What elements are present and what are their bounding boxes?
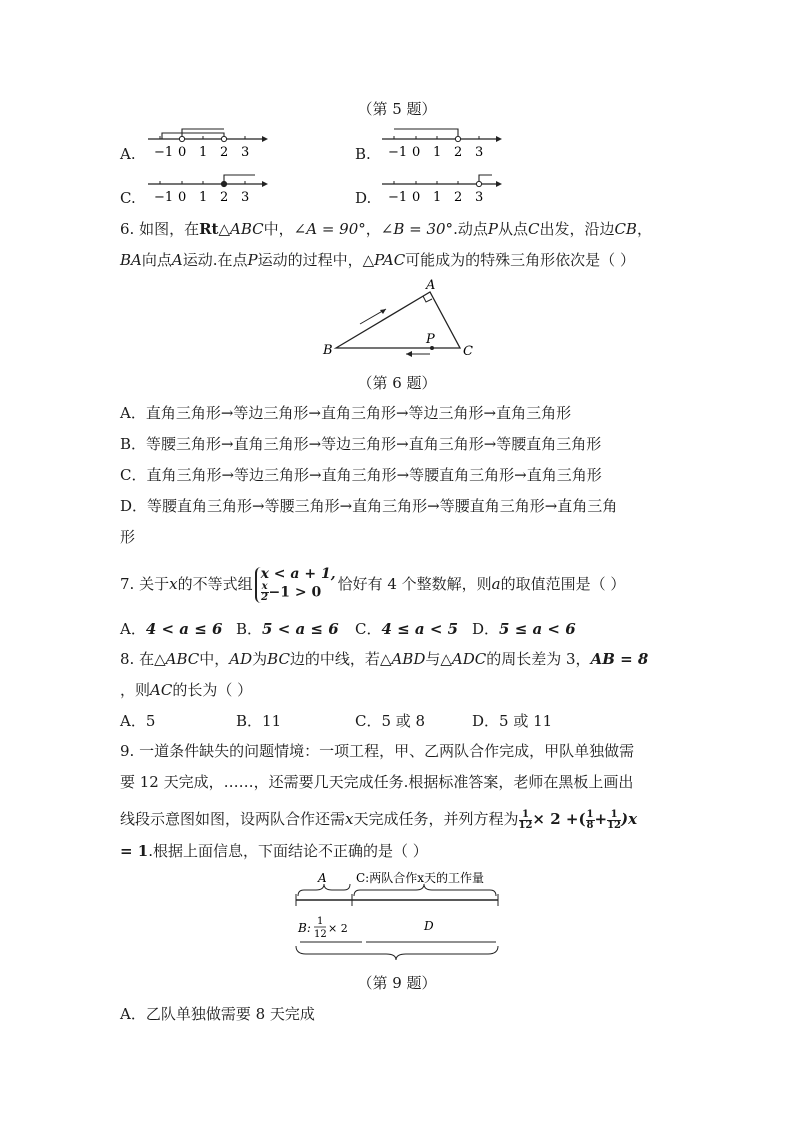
tick-label: 1	[199, 190, 208, 205]
tick-label: −1	[388, 145, 408, 160]
q5-caption: （第 5 题）	[357, 100, 437, 118]
tick-label: −1	[388, 190, 408, 205]
q9-option-a: A．乙队单独做需要 8 天完成	[120, 1005, 315, 1023]
tick-label: 1	[199, 145, 208, 160]
tick-label: 1	[433, 145, 442, 160]
vertex-label-b: B	[323, 343, 333, 358]
q6-option-d: D．等腰直角三角形→等腰三角形→直角三角形→等腰直角三角形→直角三角	[120, 497, 618, 515]
segment-label-b: B:	[298, 921, 311, 935]
q7-option-b: B．5 < a ≤ 6	[236, 620, 339, 638]
tick-label: 2	[220, 190, 229, 205]
segment-label-c: C:两队合作x天的工作量	[356, 871, 484, 885]
q5-option-c-letter: C.	[120, 189, 136, 207]
q9-segment-diagram	[290, 870, 505, 960]
q6-option-d-continued: 形	[120, 528, 136, 546]
point-label-p: P	[426, 332, 435, 347]
tick-label: −1	[154, 145, 174, 160]
tick-label: −1	[154, 190, 174, 205]
q5-option-d-letter: D.	[355, 189, 372, 207]
q6-triangle-figure	[320, 278, 480, 362]
q6-stem-line-1: 6. 如图，在Rt△ABC中，∠A = 90°，∠B = 30°.动点P从点C出发，沿边CB，	[120, 220, 652, 238]
tick-label: 2	[454, 190, 463, 205]
q7-option-a: A．4 < a ≤ 6	[120, 620, 223, 638]
vertex-label-a: A	[426, 278, 436, 293]
q8-option-c: C．5 或 8	[355, 712, 426, 730]
q6-caption: （第 6 题）	[357, 374, 437, 392]
q7-stem: 7. 关于x的不等式组 x < a + 1, $\frac{x}{2}$ −1 > 0 恰好有 4 个整数解，则a的取值范围是（ ）	[120, 566, 626, 603]
q6-option-b: B．等腰三角形→直角三角形→等边三角形→直角三角形→等腰直角三角形	[120, 435, 602, 453]
inequality-system: x < a + 1, $\frac{x}{2}$ −1 > 0	[255, 567, 336, 603]
q7-option-c: C．4 ≤ a < 5	[355, 620, 459, 638]
tick-label: 3	[241, 190, 250, 205]
tick-label: 3	[475, 145, 484, 160]
tick-label: 1	[433, 190, 442, 205]
tick-label: 0	[412, 145, 421, 160]
q8-option-a: A．5	[120, 712, 156, 730]
tick-label: 0	[412, 190, 421, 205]
q6-option-c: C．直角三角形→等边三角形→直角三角形→等腰直角三角形→直角三角形	[120, 466, 602, 484]
segment-label-a: A	[318, 871, 327, 885]
q5-option-a-letter: A.	[120, 145, 136, 163]
segment-label-d: D	[424, 919, 434, 933]
q9-stem-line-2: 要 12 天完成，……，还需要几天完成任务.根据标准答案，老师在黑板上画出	[120, 773, 634, 791]
q5-number-line-a	[140, 126, 270, 162]
q5-option-b-letter: B.	[355, 145, 371, 163]
q9-stem-line-1: 9. 一道条件缺失的问题情境：一项工程，甲、乙两队合作完成，甲队单独做需	[120, 742, 635, 760]
q6-option-a: A．直角三角形→等边三角形→直角三角形→等边三角形→直角三角形	[120, 404, 572, 422]
q8-stem-line-1: 8. 在△ABC中，AD为BC边的中线，若△ABD与△ADC的周长差为 3，AB = 8	[120, 650, 649, 668]
tick-label: 0	[178, 145, 187, 160]
tick-label: 3	[475, 190, 484, 205]
tick-label: 3	[241, 145, 250, 160]
q5-number-line-c	[140, 170, 270, 206]
q8-stem-line-2: ，则AC的长为（ ）	[120, 681, 253, 699]
q5-number-line-d	[374, 170, 504, 206]
tick-label: 2	[220, 145, 229, 160]
q8-option-d: D．5 或 11	[472, 712, 553, 730]
vertex-label-c: C	[463, 344, 473, 359]
q6-stem-line-2: BA向点A运动.在点P运动的过程中，△PAC可能成为的特殊三角形依次是（ ）	[120, 251, 635, 269]
q8-option-b: B．11	[236, 712, 282, 730]
segment-b-times: × 2	[328, 922, 348, 935]
segment-b-denominator: 12	[314, 929, 327, 940]
q9-stem-line-4: = 1.根据上面信息，下面结论不正确的是（ ）	[120, 842, 428, 860]
q9-stem-line-3: 线段示意图如图，设两队合作还需x天完成任务，并列方程为 $\frac{1}{12}$ × 2 +( $\frac{1}{8}$ + $\frac{1}{12}$ )x	[120, 808, 638, 831]
tick-label: 0	[178, 190, 187, 205]
q7-option-d: D．5 ≤ a < 6	[472, 620, 576, 638]
q9-caption: （第 9 题）	[357, 974, 437, 992]
segment-b-numerator: 1	[317, 916, 324, 927]
q5-number-line-b	[374, 126, 504, 162]
tick-label: 2	[454, 145, 463, 160]
